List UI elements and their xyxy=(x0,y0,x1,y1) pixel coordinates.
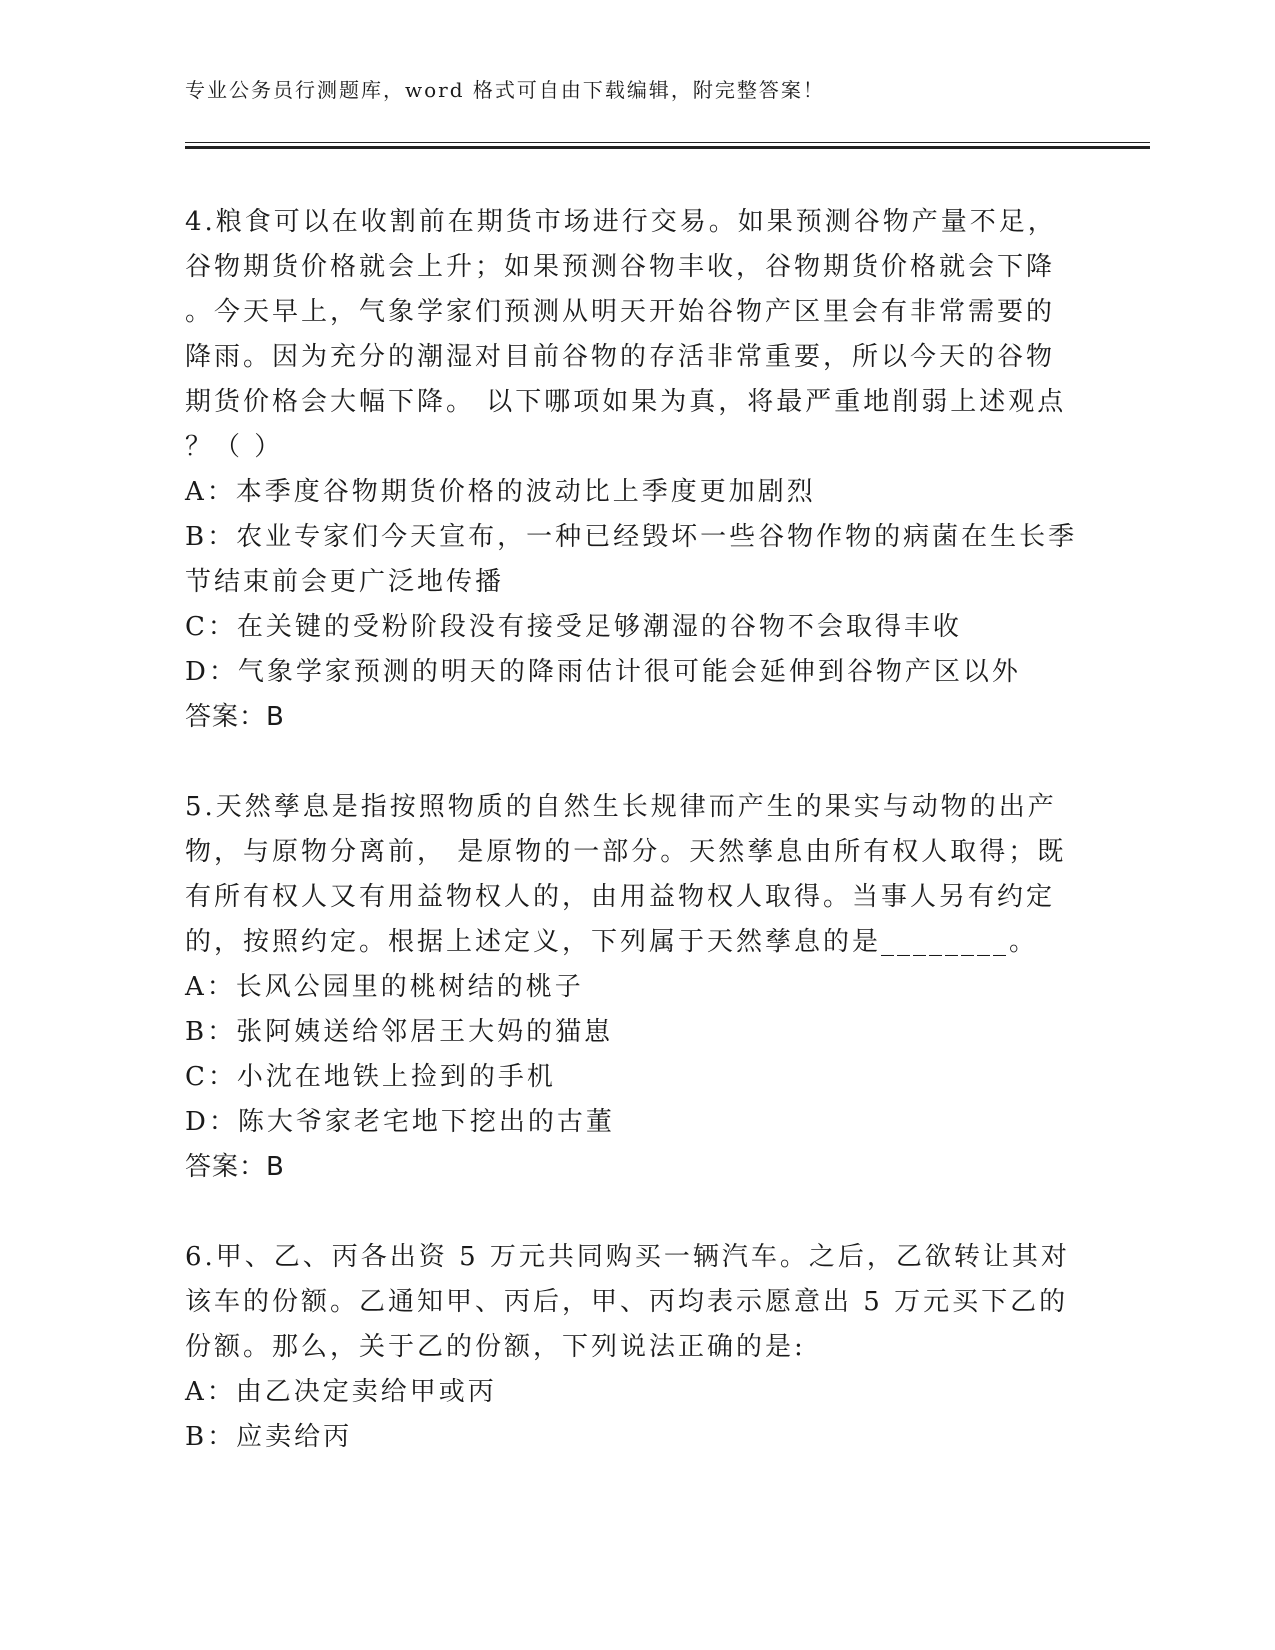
question-list xyxy=(185,200,1078,1505)
option-b-continued: 节结束前会更广泛地传播 xyxy=(185,567,505,597)
question-stem-line: 。今天早上，气象学家们预测从明天开始谷物产区里会有非常需要的 xyxy=(185,297,1056,327)
option-d: D：陈大爷家老宅地下挖出的古董 xyxy=(185,1107,615,1137)
answer-label: 答案：B xyxy=(185,1152,285,1182)
question-stem-line: 该车的份额。乙通知甲、丙后，甲、丙均表示愿意出 5 万元买下乙的 xyxy=(185,1287,1069,1317)
question-6 xyxy=(185,1235,1070,1460)
question-stem-line: 的，按照约定。根据上述定义，下列属于天然孳息的是________。 xyxy=(185,927,1039,957)
answer-label: 答案：B xyxy=(185,702,285,732)
option-d: D：气象学家预测的明天的降雨估计很可能会延伸到谷物产区以外 xyxy=(185,657,1021,687)
option-a: A：由乙决定卖给甲或丙 xyxy=(185,1377,497,1407)
option-b: B：农业专家们今天宣布，一种已经毁坏一些谷物作物的病菌在生长季 xyxy=(185,522,1078,552)
option-c: C：小沈在地铁上捡到的手机 xyxy=(185,1062,556,1092)
question-stem-line: 有所有权人又有用益物权人的，由用益物权人取得。当事人另有约定 xyxy=(185,882,1056,912)
question-stem-line: 份额。那么，关于乙的份额，下列说法正确的是: xyxy=(185,1332,806,1362)
option-c: C：在关键的受粉阶段没有接受足够潮湿的谷物不会取得丰收 xyxy=(185,612,962,642)
question-stem-line: ？（ ） xyxy=(185,432,284,462)
question-4 xyxy=(185,200,1078,740)
option-a: A：长风公园里的桃树结的桃子 xyxy=(185,972,584,1002)
option-a: A：本季度谷物期货价格的波动比上季度更加剧烈 xyxy=(185,477,816,507)
option-b: B：应卖给丙 xyxy=(185,1422,353,1452)
question-stem-line: 谷物期货价格就会上升；如果预测谷物丰收，谷物期货价格就会下降 xyxy=(185,252,1056,282)
page-header: 专业公务员行测题库，word 格式可自由下载编辑，附完整答案！ xyxy=(185,78,825,102)
question-stem-line: 物，与原物分离前， 是原物的一部分。天然孳息由所有权人取得；既 xyxy=(185,837,1067,867)
question-stem-line: 5.天然孳息是指按照物质的自然生长规律而产生的果实与动物的出产 xyxy=(185,792,1057,822)
question-5 xyxy=(185,785,1065,1190)
header-divider-thin xyxy=(185,142,1150,143)
question-stem-line: 6.甲、乙、丙各出资 5 万元共同购买一辆汽车。之后，乙欲转让其对 xyxy=(185,1242,1070,1272)
question-stem-line: 4.粮食可以在收割前在期货市场进行交易。如果预测谷物产量不足， xyxy=(185,207,1057,237)
question-stem-line: 期货价格会大幅下降。 以下哪项如果为真，将最严重地削弱上述观点 xyxy=(185,387,1067,417)
question-stem-line: 降雨。因为充分的潮湿对目前谷物的存活非常重要，所以今天的谷物 xyxy=(185,342,1056,372)
option-b: B：张阿姨送给邻居王大妈的猫崽 xyxy=(185,1017,614,1047)
header-divider-thick xyxy=(185,146,1150,149)
